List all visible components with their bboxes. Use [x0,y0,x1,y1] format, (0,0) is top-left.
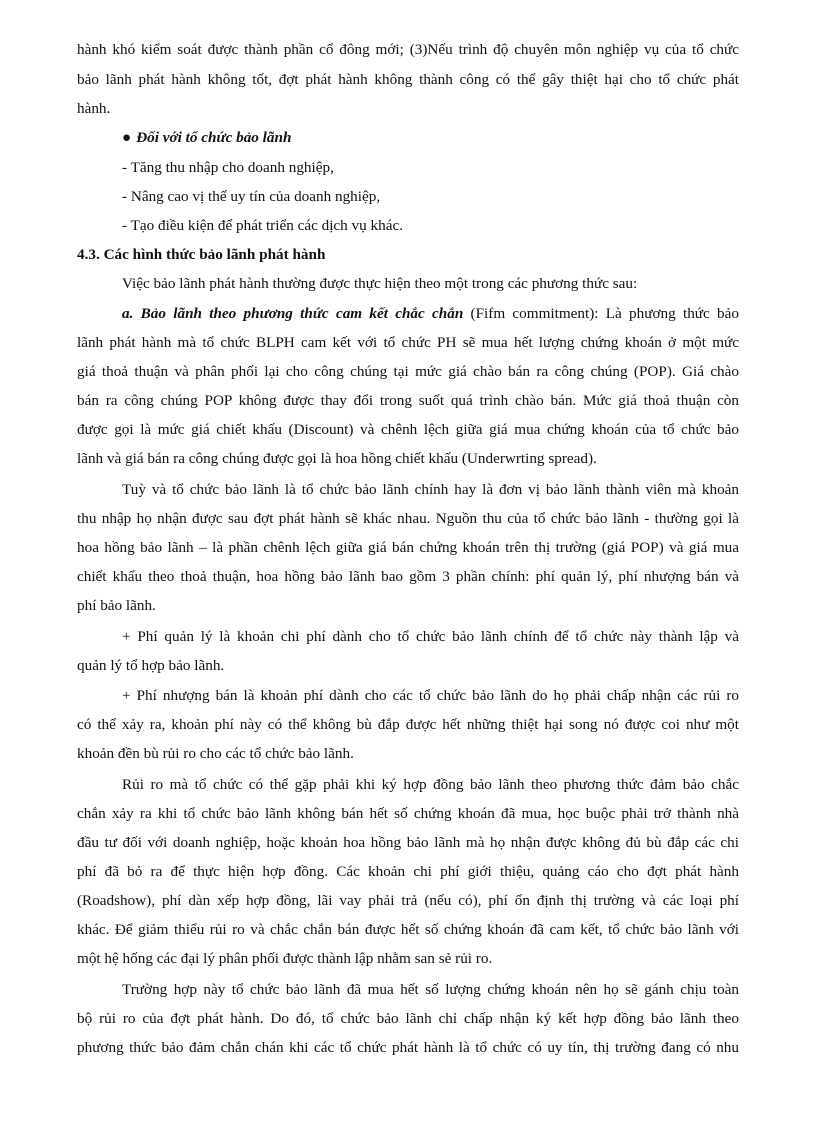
paragraph-line: đầu tư đối với doanh nghiệp, hoặc khoản hoa hồng bảo lãnh mà họ nhận được không đủ bù đắp các chi [77,834,739,851]
subsection-first-line [122,304,739,324]
paragraph-line: giá thoả thuận và phân phối lại cho công chúng tại mức giá chào bán ra công chúng (POP). Giá chào [77,363,739,380]
section-heading: 4.3. Các hình thức bảo lãnh phát hành [77,246,326,263]
bullet-icon: ● [122,129,132,146]
paragraph-line: được gọi là mức giá chiết khấu (Discount) và chênh lệch giữa giá mua chứng khoán của tổ chức bảo [77,421,739,438]
paragraph-line: Trường hợp này tổ chức bảo lãnh đã mua hết số lượng chứng khoán nên họ sẽ gánh chịu toàn [122,981,739,998]
intro-paragraph: Việc bảo lãnh phát hành thường được thực hiện theo một trong các phương thức sau: [122,275,638,292]
paragraph-line: chắn xảy ra khi tổ chức bảo lãnh không bán hết số chứng khoán đã mua, học buộc phải trở thành nhà [77,805,739,822]
benefit-item: - Tạo điều kiện để phát triển các dịch vụ khác. [122,217,403,234]
paragraph-line: hành. [77,100,111,117]
paragraph-line: + Phí quản lý là khoản chi phí dành cho tổ chức bảo lãnh chính để tổ chức này thành lập và [122,628,739,645]
paragraph-line: thu nhập họ nhận được sau đợt phát hành sẽ khác nhau. Nguồn thu của tổ chức bảo lãnh - thường gọi là [77,510,739,527]
subsection-text: (Fifm commitment): Là phương thức bảo [463,305,739,322]
paragraph-line: + Phí nhượng bán là khoản phí dành cho các tổ chức bảo lãnh do họ phải chấp nhận các rủi ro [122,687,739,704]
paragraph-line: hoa hồng bảo lãnh – là phần chênh lệch giữa giá bán chứng khoán trên thị trường (giá POP) và giá mua [77,539,739,556]
paragraph-line: lãnh và giá bán ra công chúng được gọi là hoa hồng chiết khấu (Underwrting spread). [77,450,597,467]
paragraph-line: Rủi ro mà tổ chức có thể gặp phải khi ký hợp đồng bảo lãnh theo phương thức đảm bảo chắc [122,776,739,793]
paragraph-line: một hệ hống các đại lý phân phối được thành lập nhằm san sẻ rủi ro. [77,950,493,967]
paragraph-line: (Roadshow), phí dàn xếp hợp đồng, lãi vay phải trả (nếu có), phí ổn định thị trường và các loại phí [77,892,739,909]
paragraph-line: Tuỳ và tổ chức bảo lãnh là tổ chức bảo lãnh chính hay là đơn vị bảo lãnh thành viên mà khoản [122,481,739,498]
paragraph-line: phương thức bảo đảm chắn chán khi các tổ chức phát hành là tổ chức có uy tín, thị trường đang có nhu [77,1039,739,1056]
paragraph-line: bộ rủi ro của đợt phát hành. Do đó, tổ chức bảo lãnh chỉ chấp nhận ký kết hợp đồng bảo lãnh theo [77,1010,739,1027]
paragraph-line: phí đã bỏ ra để thực hiện hợp đồng. Các khoản chi phí giới thiệu, quảng cáo cho đợt phát hành [77,863,739,880]
paragraph-line: khác. Để giảm thiểu rủi ro và chắc chắn bán được hết số chứng khoán đã cam kết, tổ chức bảo lãnh với [77,921,739,938]
issuer-heading [122,128,739,148]
issuer-heading-text: Đối với tổ chức bảo lãnh [136,129,292,146]
paragraph-line: hành khó kiểm soát được thành phần cổ đông mới; (3)Nếu trình độ chuyên môn nghiệp vụ của tổ chức [77,41,739,58]
paragraph-line: phí bảo lãnh. [77,597,156,614]
benefit-item: - Nâng cao vị thế uy tín của doanh nghiệp, [122,188,381,205]
paragraph-line: chiết khấu theo thoả thuận, hoa hồng bảo lãnh bao gồm 3 phần chính: phí quản lý, phí nhượng bán và [77,568,739,585]
paragraph-line: khoản đền bù rủi ro cho các tổ chức bảo lãnh. [77,745,354,762]
paragraph-line: quản lý tổ hợp bảo lãnh. [77,657,225,674]
subsection-title: a. Bảo lãnh theo phương thức cam kết chắc chắn [122,305,464,322]
paragraph-line: có thể xảy ra, khoản phí này có thể không bù đắp được hết những thiệt hại song nó được coi như một [77,716,739,733]
paragraph-line: lãnh phát hành mà tổ chức BLPH cam kết với tổ chức PH sẽ mua hết lượng chứng khoán ở một mức [77,334,739,351]
paragraph-line: bán ra công chúng POP không được thay đổi trong suốt quá trình chào bán. Mức giá thoả thuận còn [77,392,739,409]
benefit-item: - Tăng thu nhập cho doanh nghiệp, [122,159,334,176]
paragraph-line: bảo lãnh phát hành không tốt, đợt phát hành không thành công có thể gây thiệt hại cho tổ chức phát [77,71,739,88]
